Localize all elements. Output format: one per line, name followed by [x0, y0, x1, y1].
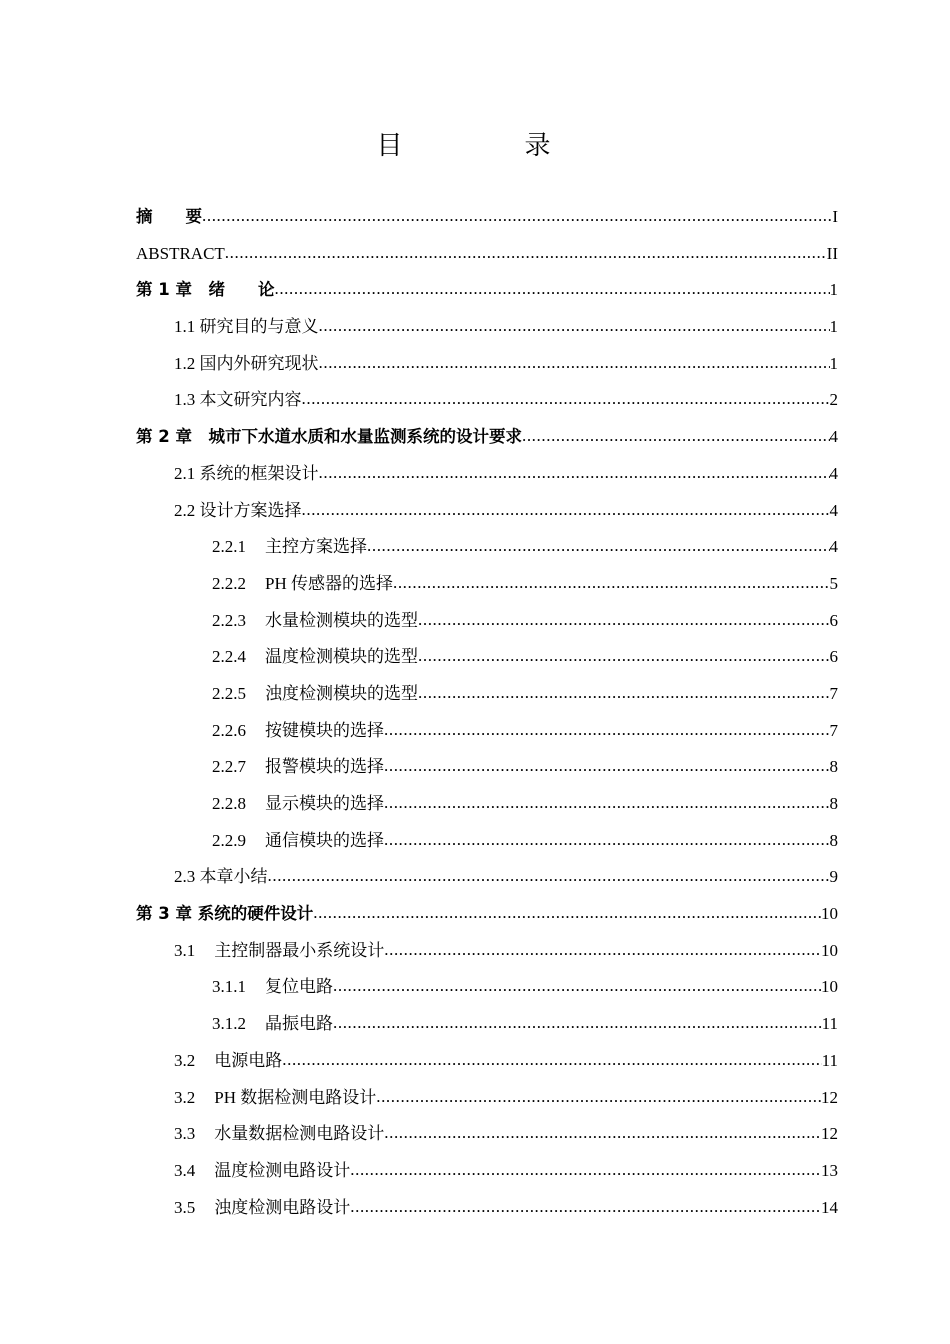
toc-leader-dots: [384, 785, 830, 822]
toc-leader-dots: [350, 1152, 821, 1189]
toc-page-number: 7: [829, 683, 838, 703]
toc-entry-label: [136, 236, 225, 273]
toc-entry-number: 2.2.7: [212, 757, 246, 777]
toc-list: [136, 199, 838, 1226]
toc-entry-label: [174, 859, 268, 896]
toc-page-number: 12: [821, 1087, 838, 1107]
toc-entry[interactable]: [136, 933, 838, 970]
toc-page-number: 4: [829, 427, 838, 447]
toc-page-number: 10: [821, 940, 838, 960]
toc-entry-label: [212, 566, 393, 603]
toc-entry-label: [174, 933, 384, 970]
toc-entry[interactable]: [136, 1006, 838, 1043]
toc-entry[interactable]: [136, 419, 838, 456]
toc-entry-label: [174, 1190, 350, 1227]
toc-entry-number: 3.2: [174, 1087, 196, 1107]
toc-page-number: 4: [829, 500, 838, 520]
toc-entry-text: 温度检测电路设计: [214, 1160, 351, 1180]
toc-leader-dots: [268, 858, 830, 895]
toc-entry-number: 2.2.5: [212, 683, 246, 703]
toc-entry-number: 3.4: [174, 1160, 196, 1180]
toc-entry[interactable]: [136, 456, 838, 493]
toc-leader-dots: [302, 381, 830, 418]
toc-entry-text: 主控制器最小系统设计: [214, 940, 385, 960]
toc-entry-label: [212, 749, 384, 786]
toc-entry-text: 主控方案选择: [265, 537, 367, 557]
toc-entry-label: [212, 823, 384, 860]
toc-entry-text: 1.3 本文研究内容: [174, 390, 302, 410]
toc-entry-label: [174, 346, 319, 383]
toc-entry-text: 水量检测模块的选型: [265, 610, 418, 630]
toc-entry-label: [212, 603, 418, 640]
toc-entry-label: [174, 1116, 384, 1153]
toc-page-number: 5: [829, 573, 838, 593]
toc-entry-label: [174, 1153, 350, 1190]
toc-entry[interactable]: [136, 199, 838, 236]
toc-page-number: 8: [829, 830, 838, 850]
toc-page-number: 14: [821, 1197, 838, 1217]
toc-entry-label: [174, 456, 319, 493]
toc-leader-dots: [384, 748, 830, 785]
toc-leader-dots: [376, 1079, 821, 1116]
toc-page-number: 6: [829, 610, 838, 630]
toc-entry-text: 浊度检测电路设计: [214, 1197, 351, 1217]
toc-entry[interactable]: [136, 713, 838, 750]
toc-entry-label: [212, 786, 384, 823]
toc-page-number: 7: [829, 720, 838, 740]
toc-leader-dots: [333, 1005, 822, 1042]
toc-entry-label: [136, 419, 522, 456]
toc-leader-dots: [274, 271, 829, 308]
toc-entry-text: 第 1 章 绪 论: [136, 280, 275, 300]
toc-entry-label: [136, 199, 202, 236]
toc-entry-text: 摘 要: [136, 207, 202, 226]
toc-leader-dots: [350, 1189, 821, 1226]
toc-entry-label: [212, 676, 418, 713]
toc-leader-dots: [384, 712, 830, 749]
toc-leader-dots: [319, 455, 830, 492]
toc-entry[interactable]: [136, 1153, 838, 1190]
toc-leader-dots: [384, 1115, 821, 1152]
toc-entry-text: 显示模块的选择: [265, 794, 384, 813]
toc-page-number: 9: [829, 867, 838, 887]
toc-entry[interactable]: [136, 859, 838, 896]
toc-leader-dots: [319, 345, 830, 382]
toc-page-number: 11: [821, 1050, 838, 1070]
toc-leader-dots: [282, 1042, 821, 1079]
toc-page-number: 8: [829, 757, 838, 777]
toc-entry-text: 按键模块的选择: [265, 720, 384, 740]
toc-entry[interactable]: [136, 749, 838, 786]
toc-page-number: 8: [829, 794, 838, 813]
toc-page-number: 10: [821, 904, 838, 924]
toc-page-number: 4: [829, 537, 838, 557]
toc-entry[interactable]: [136, 309, 838, 346]
toc-leader-dots: [418, 675, 830, 712]
toc-entry[interactable]: [136, 566, 838, 603]
toc-entry-text: 复位电路: [265, 977, 333, 997]
toc-entry-number: 2.2.3: [212, 610, 246, 630]
toc-entry-label: [174, 382, 302, 419]
toc-entry[interactable]: [136, 896, 838, 933]
toc-leader-dots: [367, 528, 830, 565]
toc-leader-dots: [418, 638, 830, 675]
toc-entry-label: [136, 272, 274, 309]
toc-entry-text: 温度检测模块的选型: [265, 647, 418, 667]
toc-entry[interactable]: [136, 603, 838, 640]
toc-entry-number: 2.2.8: [212, 794, 246, 813]
toc-entry[interactable]: [136, 823, 838, 860]
toc-page-number: 1: [829, 280, 838, 300]
toc-entry-number: 3.3: [174, 1124, 196, 1144]
toc-entry-number: 2.2.9: [212, 830, 246, 850]
toc-page-number: 11: [821, 1014, 838, 1034]
toc-entry[interactable]: [136, 1043, 838, 1080]
toc-entry-label: [212, 529, 367, 566]
toc-entry[interactable]: [136, 639, 838, 676]
toc-leader-dots: [202, 198, 832, 235]
toc-entry-number: 2.2.4: [212, 647, 246, 667]
toc-page-number: 10: [821, 977, 838, 997]
toc-page-number: 6: [829, 647, 838, 667]
toc-entry[interactable]: [136, 529, 838, 566]
toc-page-number: 1: [829, 317, 838, 337]
toc-page-number: 4: [829, 463, 838, 483]
toc-entry-text: 1.1 研究目的与意义: [174, 317, 319, 337]
toc-leader-dots: [225, 235, 827, 272]
toc-entry-label: [174, 309, 319, 346]
toc-entry[interactable]: [136, 1080, 838, 1117]
toc-entry[interactable]: [136, 1116, 838, 1153]
toc-entry-label: [174, 1043, 282, 1080]
toc-page-number: 1: [829, 353, 838, 373]
toc-entry[interactable]: [136, 346, 838, 383]
toc-entry-text: 2.2 设计方案选择: [174, 500, 302, 520]
toc-entry[interactable]: [136, 382, 838, 419]
toc-page-number: II: [826, 243, 838, 263]
toc-leader-dots: [418, 602, 830, 639]
toc-entry-number: 2.2.6: [212, 720, 246, 740]
toc-entry[interactable]: [136, 493, 838, 530]
toc-entry-text: 1.2 国内外研究现状: [174, 353, 319, 373]
toc-entry-text: 电源电路: [214, 1050, 283, 1070]
toc-entry-number: 3.1.2: [212, 1014, 246, 1034]
toc-entry-number: 2.2.1: [212, 537, 246, 557]
toc-entry-text: 第 3 章 系统的硬件设计: [136, 904, 314, 924]
toc-entry-text: 第 2 章 城市下水道水质和水量监测系统的设计要求: [136, 427, 522, 447]
toc-entry-label: [174, 493, 302, 530]
toc-entry-number: 2.2.2: [212, 573, 246, 593]
toc-entry-text: 水量数据检测电路设计: [214, 1124, 385, 1144]
toc-entry-label: [212, 969, 333, 1006]
toc-entry-label: [174, 1080, 376, 1117]
toc-leader-dots: [384, 822, 830, 859]
toc-entry[interactable]: [136, 786, 838, 823]
toc-entry[interactable]: [136, 1190, 838, 1227]
toc-entry[interactable]: [136, 272, 838, 309]
toc-page-number: 12: [821, 1124, 838, 1144]
toc-entry-text: 2.3 本章小结: [174, 867, 268, 887]
toc-title: 目 录: [376, 131, 599, 160]
toc-entry-text: PH 数据检测电路设计: [214, 1087, 377, 1107]
toc-entry-number: 3.1.1: [212, 977, 246, 997]
toc-entry-text: 浊度检测模块的选型: [265, 683, 418, 703]
toc-entry-label: [212, 1006, 333, 1043]
toc-entry-text: PH 传感器的选择: [265, 573, 393, 593]
toc-entry-text: 2.1 系统的框架设计: [174, 463, 319, 483]
toc-entry-text: ABSTRACT: [136, 243, 225, 263]
toc-page-number: I: [832, 207, 838, 226]
toc-leader-dots: [522, 418, 830, 455]
toc-page-number: 2: [829, 390, 838, 410]
toc-entry-label: [136, 896, 313, 933]
toc-entry[interactable]: [136, 236, 838, 273]
toc-entry-text: 通信模块的选择: [265, 830, 384, 850]
toc-leader-dots: [313, 895, 821, 932]
toc-entry[interactable]: [136, 676, 838, 713]
toc-entry[interactable]: [136, 969, 838, 1006]
toc-entry-number: 3.5: [174, 1197, 196, 1217]
toc-entry-text: 晶振电路: [265, 1014, 333, 1034]
toc-leader-dots: [384, 932, 821, 969]
toc-entry-number: 3.1: [174, 940, 196, 960]
toc-entry-text: 报警模块的选择: [265, 757, 384, 777]
toc-entry-label: [212, 713, 384, 750]
toc-page-number: 13: [821, 1160, 838, 1180]
toc-entry-label: [212, 639, 418, 676]
toc-leader-dots: [333, 968, 821, 1005]
toc-leader-dots: [393, 565, 830, 602]
toc-entry-number: 3.2: [174, 1050, 196, 1070]
toc-leader-dots: [319, 308, 830, 345]
toc-leader-dots: [302, 492, 830, 529]
